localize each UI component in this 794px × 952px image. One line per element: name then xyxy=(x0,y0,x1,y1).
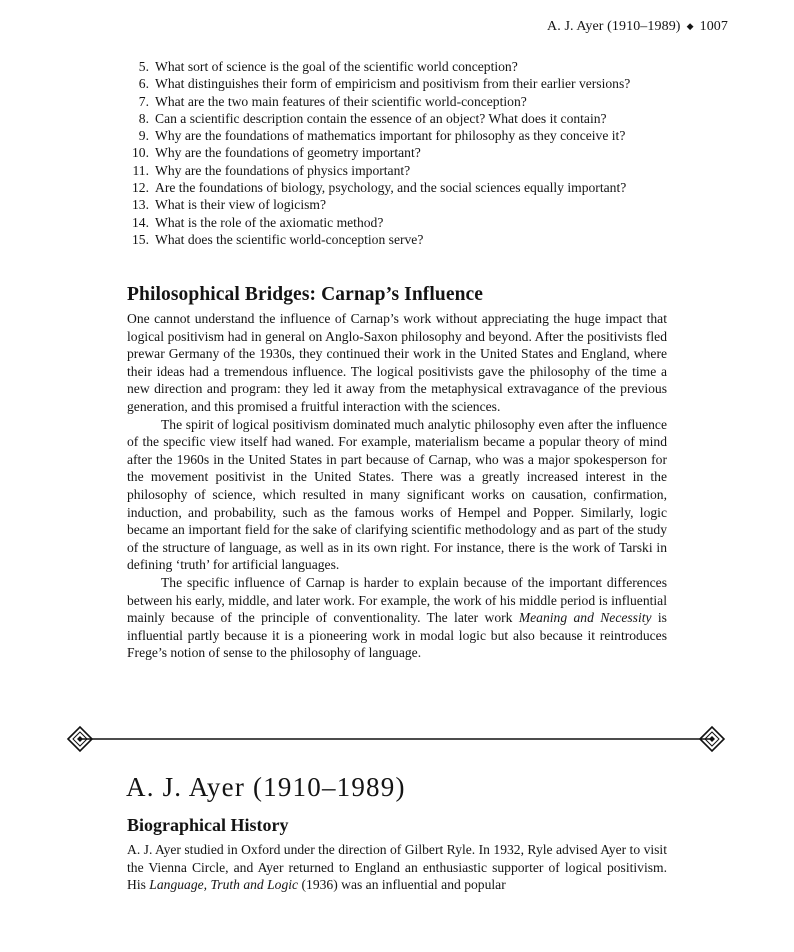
ornamental-divider xyxy=(64,724,728,754)
question-item xyxy=(127,58,727,75)
question-item xyxy=(127,231,727,248)
paragraph: The specific influence of Carnap is harder to explain because of the important differences between his early, middle, and later work. For example, the work of his middle period is influential mainly because of the principle of conventionality. The later work Meaning and Necessity is influential partly because it is a pioneering work in modal logic but also because it reintroduces Frege’s notion of sense to the philosophy of language. xyxy=(127,574,667,661)
paragraph: One cannot understand the influence of Carnap’s work without appreciating the huge impact that logical positivism had in general on Anglo-Saxon philosophy and beyond. After the positivists fled prewar Germany of the 1930s, they continued their work in the United States and England, where their ideas had a tremendous influence. The logical positivists gave the philosophy of the time a new direction and program: they led it away from the metaphysical extravagance of the previous generation, and this promised a fruitful interaction with the sciences. xyxy=(127,311,667,414)
question-text: What sort of science is the goal of the scientific world conception? xyxy=(155,59,518,74)
question-text: Are the foundations of biology, psychology, and the social sciences equally important? xyxy=(155,180,627,196)
question-item xyxy=(127,214,727,231)
running-head-title: A. J. Ayer (1910–1989) xyxy=(547,19,681,34)
question-number: 14. xyxy=(132,214,149,230)
paragraph: A. J. Ayer studied in Oxford under the direction of Gilbert Ryle. In 1932, Ryle advised Ayer to visit the Vienna Circle, and Ayer returned to England an enthusiastic supporter of logical positivism. His Language, Truth and Logic (1936) was an influential and popular xyxy=(127,842,667,893)
question-number: 10. xyxy=(132,145,149,161)
question-item xyxy=(127,75,727,92)
chapter-title: A. J. Ayer (1910–1989) xyxy=(126,772,406,802)
question-number: 12. xyxy=(132,180,149,196)
question-number: 7. xyxy=(138,93,149,109)
question-number: 15. xyxy=(132,231,149,247)
question-number: 8. xyxy=(138,110,149,126)
page-number: 1007 xyxy=(699,19,728,34)
question-text: Why are the foundations of geometry important? xyxy=(155,145,421,161)
question-item xyxy=(127,93,727,110)
question-item xyxy=(127,144,727,161)
question-text: What does the scientific world-conception serve? xyxy=(155,231,424,247)
subheading: Biographical History xyxy=(127,815,289,835)
question-text: What are the two main features of their scientific world-conception? xyxy=(155,93,527,109)
question-list xyxy=(127,58,727,248)
question-text: What is their view of logicism? xyxy=(155,197,327,213)
question-number: 11. xyxy=(132,162,149,178)
question-text: Can a scientific description contain the essence of an object? What does it contain? xyxy=(155,110,607,126)
book-title: Language, Truth and Logic xyxy=(149,877,299,893)
question-item xyxy=(127,162,727,179)
question-item xyxy=(127,196,727,213)
book-title: Meaning and Necessity xyxy=(518,610,652,626)
diamond-ornament-icon: ◆ xyxy=(686,21,694,31)
question-number: 9. xyxy=(138,128,149,144)
question-number: 5. xyxy=(138,59,149,74)
section-body xyxy=(127,310,667,662)
question-item xyxy=(127,179,727,196)
question-item xyxy=(127,127,727,144)
question-item xyxy=(127,110,727,127)
question-text: Why are the foundations of mathematics important for philosophy as they conceive it? xyxy=(155,128,626,144)
section-heading: Philosophical Bridges: Carnap’s Influence xyxy=(127,284,484,305)
question-number: 6. xyxy=(138,76,149,92)
chapter-intro xyxy=(127,841,667,894)
question-text: What is the role of the axiomatic method? xyxy=(155,214,384,230)
paragraph: The spirit of logical positivism dominated much analytic philosophy even after the influence of the specific view itself had waned. For example, materialism became a popular theory of mind after the 1960s in the United States in part because of Carnap, who was a major spokesperson for the movement positivist in the United States. There was a greatly increased interest in the philosophy of science, which resulted in many significant works on causation, confirmation, induction, and probability, such as the famous works of Hempel and Popper. Similarly, logic became an important field for the sake of clarifying scientific methodology and as part of the study of the structure of language, as well as in its own right. For instance, there is the work of Tarski in defining ‘truth’ for artificial languages. xyxy=(127,416,667,573)
running-head xyxy=(547,19,728,35)
question-text: Why are the foundations of physics important? xyxy=(155,162,411,178)
question-text: What distinguishes their form of empiricism and positivism from their earlier versions? xyxy=(155,76,631,92)
question-number: 13. xyxy=(132,197,149,213)
